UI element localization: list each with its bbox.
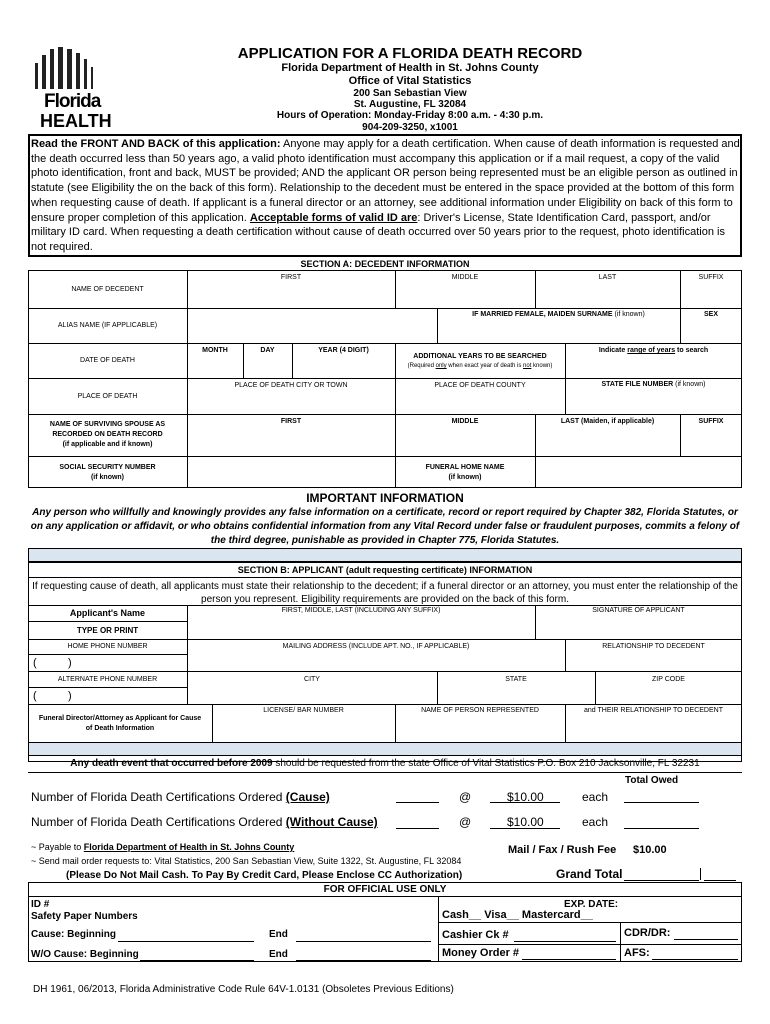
- home-phone-paren-open: (: [33, 657, 37, 669]
- label-safety-paper: Safety Paper Numbers: [31, 911, 138, 922]
- section-a-title: SECTION A: DECEDENT INFORMATION: [300, 259, 470, 269]
- label-spouse: NAME OF SURVIVING SPOUSE AS RECORDED ON DEATH RECORD (if applicable and if known): [49, 421, 166, 448]
- section-b-title: SECTION B: APPLICANT (adult requesting certificate) INFORMATION: [237, 565, 533, 575]
- each-label: each: [582, 790, 609, 804]
- label-indicate-range: Indicate range of years to search: [598, 347, 709, 354]
- col-state: STATE: [505, 676, 527, 683]
- alt-phone-paren-open: (: [33, 690, 37, 702]
- label-alias: ALIAS NAME (IF APPLICABLE): [57, 322, 158, 329]
- col-fml: FIRST, MIDDLE, LAST (INCLUDING ANY SUFFIX): [281, 607, 441, 614]
- mail-fee-price: $10.00: [633, 844, 667, 856]
- each-label-2: each: [582, 815, 609, 829]
- form-footer: DH 1961, 06/2013, Florida Administrative Code Rule 64V-1.0131 (Obsoletes Previous Editions): [33, 984, 454, 995]
- label-afs: AFS:: [624, 947, 650, 959]
- label-end-1: End: [269, 929, 288, 940]
- col-spouse-suffix: SUFFIX: [698, 418, 724, 425]
- label-name-of-decedent: NAME OF DECEDENT: [71, 286, 144, 293]
- label-total-owed: Total Owed: [625, 775, 679, 786]
- label-place-of-death: PLACE OF DEATH: [77, 393, 138, 400]
- label-id: ID #: [31, 899, 50, 910]
- label-money-order: Money Order #: [442, 947, 520, 959]
- label-ssn: SOCIAL SECURITY NUMBER (if known): [59, 464, 156, 481]
- intro-text: [31, 137, 741, 255]
- no-cash-note: (Please Do Not Mail Cash. To Pay By Credit Card, Please Enclose CC Authorization): [66, 870, 463, 881]
- important-title: IMPORTANT INFORMATION: [306, 491, 464, 505]
- intro-body: Anyone may apply for a death certification. When cause of death information is requested and the death occurred less than 50 years ago, a valid photo identification must accompany this application or if a mail request, a copy of the valid photo identification, front and back, MUST be provided; AND the applicant OR person being represented must be an eligible person as outlined in statute (see Eligibility the on the back of this form). Relationship to the decedent must be entered in the space provided at the bottom of this form when requesting cause of death. If applicant is a funeral director or an attorney, see additional information under Eligibility on back of this form to ensure proper completion of this application.: [31, 138, 740, 224]
- home-phone-paren-close: ): [68, 657, 72, 669]
- col-mailing: MAILING ADDRESS (INCLUDE APT. NO., IF APPLICABLE): [282, 643, 470, 650]
- at-symbol: @: [459, 790, 472, 804]
- col-signature: SIGNATURE OF APPLICANT: [592, 607, 685, 614]
- col-spouse-first: FIRST: [280, 418, 302, 425]
- col-day: DAY: [260, 347, 275, 354]
- label-wo-cause-beginning: W/O Cause: Beginning: [31, 949, 139, 960]
- label-cdr: CDR/DR:: [624, 927, 671, 939]
- label-cash-visa: Cash__ Visa__ Mastercard__: [442, 909, 593, 921]
- price-wo-cause: $10.00: [507, 815, 544, 829]
- col-middle: MIDDLE: [451, 274, 479, 281]
- logo-health: HEALTH: [40, 111, 112, 131]
- label-maiden: IF MARRIED FEMALE, MAIDEN SURNAME (if known): [472, 311, 645, 318]
- page-title: APPLICATION FOR A FLORIDA DEATH RECORD: [237, 45, 583, 62]
- label-funeral-director: Funeral Director/Attorney as Applicant for Cause of Death Information: [38, 715, 202, 732]
- label-type-print: TYPE OR PRINT: [76, 626, 139, 635]
- important-text: Any person who willfully and knowingly provides any false information on a certificate, record or report required by Chapter 382, Florida Statutes, or on any application or affidavit, or who obtains confidential information from any Vital Record under false or fraudulent purposes, commits a felony of the third degree, punishable as provided in Chapter 775, Florida Statutes.: [30, 507, 740, 546]
- col-alt-phone: ALTERNATE PHONE NUMBER: [57, 676, 158, 683]
- send-note: ~ Send mail order requests to: Vital Statistics, 200 San Sebastian View, Suite 1322, St. Augustine, FL 32084: [31, 856, 462, 866]
- at-symbol-2: @: [459, 815, 472, 829]
- label-cashier-check: Cashier Ck #: [442, 929, 509, 941]
- official-title: FOR OFFICIAL USE ONLY: [323, 884, 447, 895]
- logo-florida: Florida: [44, 91, 101, 112]
- total-wo-cause-line[interactable]: [624, 828, 699, 829]
- col-first: FIRST: [280, 274, 302, 281]
- grand-total-line[interactable]: [624, 880, 699, 881]
- label-date-of-death: DATE OF DEATH: [80, 357, 135, 364]
- office-name: Office of Vital Statistics: [348, 75, 472, 87]
- hours: Hours of Operation: Monday-Friday 8:00 a.m. - 4:30 p.m.: [276, 110, 544, 121]
- order-row-cause: Number of Florida Death Certifications Ordered (Cause): [31, 790, 330, 804]
- sunburst-icon: [20, 45, 120, 97]
- id-body: : Driver's License, State Identification Card, passport, and/or military ID card. When requesting a death certification without cause of death occurred over 50 years prior to the request, photo identification is not required.: [31, 211, 725, 253]
- label-additional-years: ADDITIONAL YEARS TO BE SEARCHED: [413, 353, 547, 360]
- label-applicant-name: Applicant's Name: [69, 608, 146, 618]
- mail-fee-label: Mail / Fax / Rush Fee: [508, 844, 617, 856]
- qty-cause-line[interactable]: [396, 802, 439, 803]
- col-name-represented: NAME OF PERSON REPRESENTED: [421, 707, 539, 714]
- col-year: YEAR (4 DIGIT): [318, 347, 369, 354]
- qty-wo-cause-line[interactable]: [396, 828, 439, 829]
- divider-band: [28, 548, 742, 562]
- col-month: MONTH: [202, 347, 228, 354]
- col-last: LAST: [598, 274, 617, 281]
- additional-years-note: (Required only when exact year of death is not known): [407, 363, 553, 369]
- col-home-phone: HOME PHONE NUMBER: [67, 643, 148, 650]
- label-cause-beginning: Cause: Beginning: [31, 929, 117, 940]
- divider-band-2: [28, 742, 742, 756]
- col-place-city: PLACE OF DEATH CITY OR TOWN: [234, 382, 348, 389]
- before-2009-note: Any death event that occurred before 2009 should be requested from the state Office of Vital Statistics P.O. Box 210 Jacksonville, FL 32231: [70, 758, 700, 769]
- col-relationship: RELATIONSHIP TO DECEDENT: [602, 643, 705, 650]
- col-state-file: STATE FILE NUMBER (if known): [601, 381, 706, 388]
- address-line-1: 200 San Sebastian View: [353, 88, 467, 99]
- address-line-2: St. Augustine, FL 32084: [353, 99, 467, 110]
- col-spouse-middle: MIDDLE: [451, 418, 479, 425]
- col-their-relationship: and THEIR RELATIONSHIP TO DECEDENT: [583, 707, 723, 714]
- col-city: CITY: [304, 676, 320, 683]
- col-zip: ZIP CODE: [652, 676, 685, 683]
- section-b-intro: If requesting cause of death, all applicants must state their relationship to the decedent; if a funeral director or an attorney, you must enter the relationship of the person you represent. Eligibility requirements are provided on the back of this form.: [32, 581, 738, 605]
- alt-phone-paren-close: ): [68, 690, 72, 702]
- phone: 904-209-3250, x1001: [362, 122, 458, 133]
- col-suffix: SUFFIX: [698, 274, 724, 281]
- total-cause-line[interactable]: [624, 802, 699, 803]
- order-row-without-cause: Number of Florida Death Certifications Ordered (Without Cause): [31, 815, 378, 829]
- grand-total-label: Grand Total: [556, 867, 623, 881]
- id-lead: Acceptable forms of valid ID are: [249, 211, 418, 224]
- label-end-2: End: [269, 949, 288, 960]
- price-cause: $10.00: [507, 790, 544, 804]
- florida-health-logo: [20, 45, 120, 135]
- label-sex: SEX: [703, 311, 718, 318]
- label-funeral-home: FUNERAL HOME NAME (if known): [425, 464, 505, 481]
- dept-name: Florida Department of Health in St. Johns County: [281, 62, 539, 74]
- col-place-county: PLACE OF DEATH COUNTY: [434, 382, 526, 389]
- payable-note: ~ Payable to Florida Department of Health in St. Johns County: [31, 842, 295, 852]
- col-license: LICENSE/ BAR NUMBER: [263, 707, 344, 714]
- label-exp-date: EXP. DATE:: [564, 899, 619, 910]
- intro-lead: Read the FRONT AND BACK of this application:: [31, 138, 281, 150]
- col-spouse-last: LAST (Maiden, if applicable): [560, 418, 655, 425]
